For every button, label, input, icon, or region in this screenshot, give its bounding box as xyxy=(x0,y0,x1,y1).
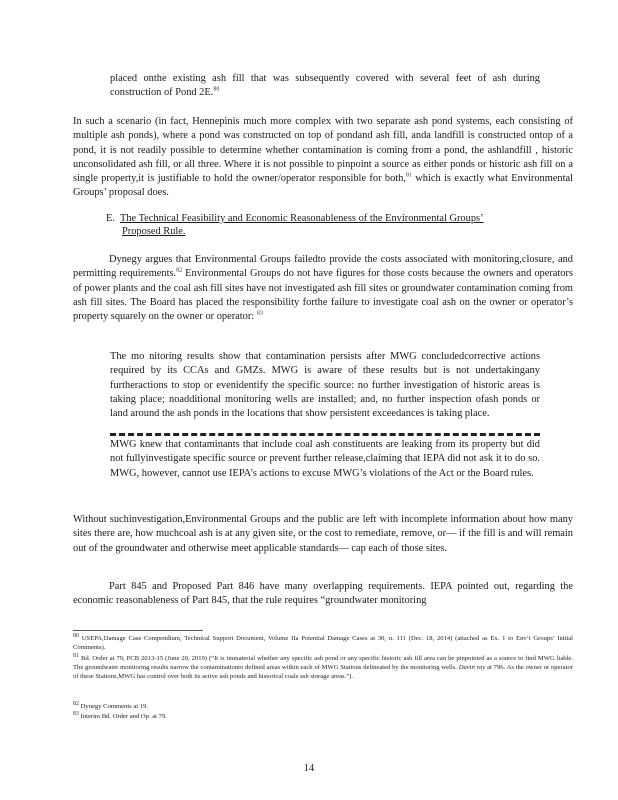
dashed-separator xyxy=(110,433,540,436)
section-title-line-2: Proposed Rule. xyxy=(122,226,186,237)
footnote-80: 80 USEPA,Damage Case Compendium, Technical Support Document, Volume IIa Potential Damage Cases at 30, n. 111 (Dec. 18, 2014) (attached as Ex. 1 to Env’t Groups’ Initial Comments). xyxy=(73,632,573,651)
footnote-separator xyxy=(73,630,203,631)
footnote-ref-82[interactable]: 82 xyxy=(176,267,183,274)
footnote-81: 81 Bd. Order at 79, PCB 2013-15 (June 20, 2019) (“It is immaterial whether any specific ash pond or any specific historic ash fill area can be pinpointed as a source to find MWG liable. The groundwater monitoring results narrow the contaminationto defined areas within each of MWG Stations delineated by the monitoring wells. Davin ray at 796. As the owner or operator of these Stations,MWG has control over both its active ash ponds and historical coals ash storage areas.”). xyxy=(73,652,573,680)
paragraph-part-845: Part 845 and Proposed Part 846 have many overlapping requirements. IEPA pointed out, regarding the economic reasonableness of Part 845, that the rule requires “groundwater monitoring xyxy=(73,581,573,607)
page-number: 14 xyxy=(303,763,315,774)
paragraph-without-investigation: Without suchinvestigation,Environmental Groups and the public are left with incomplete information about how many sites there are, how muchcoal ash is at any given site, or the cost to remediate, remove, or— if the fill is and will remain out of the groundwater and otherwise meet applicable standards— cap each of those sites. xyxy=(73,514,573,554)
footnote-ref-83[interactable]: 83 xyxy=(256,310,263,317)
footnote-ref-80[interactable]: 80 xyxy=(213,86,220,93)
section-number: E. xyxy=(106,213,115,224)
section-heading-e xyxy=(106,212,546,238)
block-quote-mwg: MWG knew that contaminants that include coal ash constituents are leaking from its property but did not fullyinvestigate specific source or prevent further release,claiming that IEPA did not ask it to do so. MWG, however, cannot use IEPA’s actions to excuse MWG’s violations of the Act or the Board rules. xyxy=(110,439,540,479)
footnote-82: 82 Dynegy Comments at 19. xyxy=(73,700,149,710)
footnote-83: 83 Interim Bd. Order and Op. at 79. xyxy=(73,710,167,720)
paragraph-dynegy: Dynegy argues that Environmental Groups failedto provide the costs associated with monitoring,closure, and permitting requirements.$^{82}$ Environmental Groups do not have figures for those costs because the owners and operators of power plants and the coal ash fill sites have not investigated ash fill sites or groundwater contamination coming from ash fill sites. The Board has placed the responsibility forthe failure to investigate coal ash on the owner or operator’s property squarely on the owner or operator: $^{83}$ xyxy=(73,254,573,323)
block-quote-monitoring: The mo nitoring results show that contamination persists after MWG concludedcorrective actions required by its CCAs and GMZs. MWG is aware of these results but is not undertakingany furtheractions to stop or evenidentify the specific source: no further investigation of historic areas is taking place; noadditional monitoring wells are installed; and, no further inspection ofash ponds or land around the ash ponds in the locations that show persistent exceedances is taking place. xyxy=(110,351,540,420)
block-quote-pond-2e: placed onthe existing ash fill that was subsequently covered with several feet of ash during construction of Pond 2E.$^{80}$ xyxy=(110,73,540,99)
paragraph-scenario: In such a scenario (in fact, Hennepinis much more complex with two separate ash pond systems, each consisting of multiple ash ponds), where a pond was constructed on top of pondand ash fill, anda landfill is constructed ontop of a pond, it is not readily possible to determine whether contamination is coming from a pond, the ashlandfill , historic unconsolidated ash fill, or all three. Where it is not possible to pinpoint a source as either ponds or historic ash fill on a single property,it is justifiable to hold the owner/operator responsible for both,$^{81}$ which is exactly what Environmental Groups’ proposal does. xyxy=(73,116,573,199)
section-title-line-1: The Technical Feasibility and Economic Reasonableness of the Environmental Groups’ xyxy=(120,213,484,224)
footnote-ref-81[interactable]: 81 xyxy=(405,172,412,179)
